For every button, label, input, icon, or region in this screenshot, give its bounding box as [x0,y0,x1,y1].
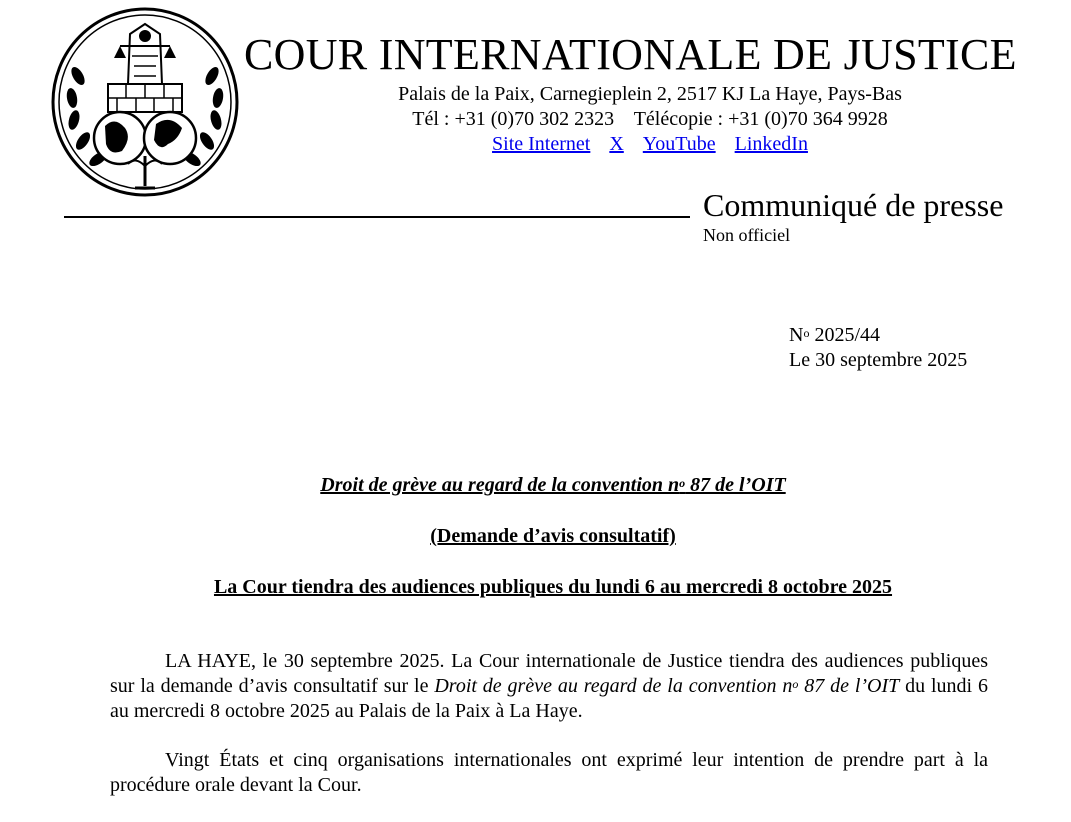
body-paragraph-2: Vingt États et cinq organisations internationales ont exprimé leur intention de prendre part à la procédure orale devant la Cour. [110,749,988,796]
body-paragraph-1: LA HAYE, le 30 septembre 2025. La Cour internationale de Justice tiendra des audiences publiques sur la demande d’avis consultatif sur le Droit de grève au regard de la convention $n^o$ 87 de l’OIT du lundi 6 au mercredi 8 octobre 2025 au Palais de la Paix à La Haye. [110,650,988,722]
youtube-link[interactable]: YouTube [642,133,716,155]
icj-seal-logo [50,6,240,198]
social-links [250,132,1050,156]
document-type: Communiqué de presse [703,187,1004,223]
proceeding-type: (Demande d’avis consultatif) [430,525,676,547]
court-name: COUR INTERNATIONALE DE JUSTICE [244,30,1017,79]
press-release-date: Le 30 septembre 2025 [789,349,968,371]
press-release-number: $N^o$ 2025/44 [789,324,881,346]
court-address: Palais de la Paix, Carnegieplein 2, 2517 KJ La Haye, Pays-Bas [398,83,902,105]
header-rule [64,216,690,218]
case-title: Droit de grève au regard de la convention $n^o$ 87 de l’OIT [320,474,786,496]
announcement-heading: La Cour tiendra des audiences publiques du lundi 6 au mercredi 8 octobre 2025 [213,576,893,598]
linkedin-link[interactable]: LinkedIn [734,133,808,155]
document-status: Non officiel [703,225,791,245]
website-link[interactable]: Site Internet [492,133,591,155]
court-phone-fax: Tél : +31 (0)70 302 2323 Télécopie : +31 (0)70 364 9928 [412,108,888,130]
x-link[interactable]: X [609,133,624,155]
